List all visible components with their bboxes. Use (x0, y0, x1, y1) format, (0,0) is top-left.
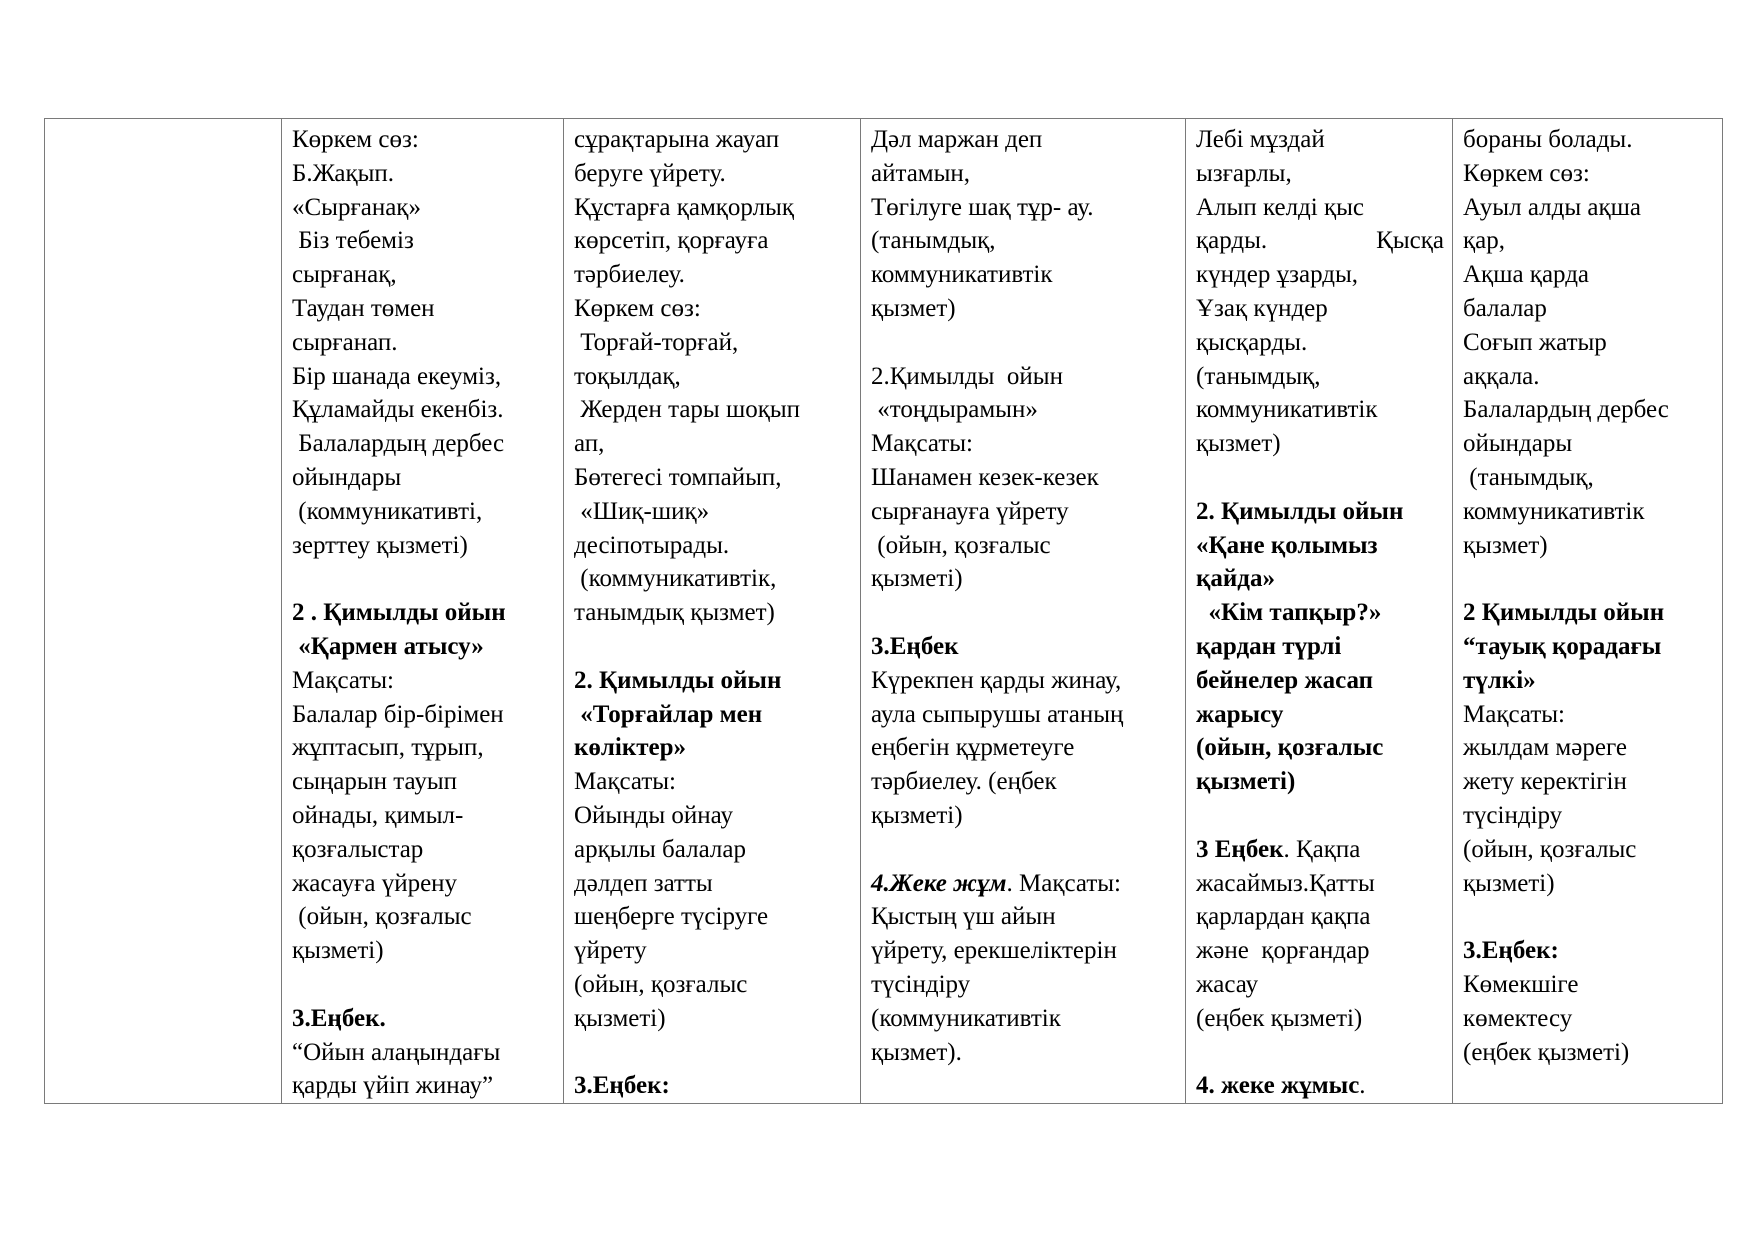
line-text: Ұзақ күндер (1196, 294, 1328, 322)
text-line (871, 968, 1177, 1002)
text-line (574, 529, 852, 563)
text-line (292, 799, 555, 833)
text-line (292, 596, 555, 630)
text-line (1463, 799, 1714, 833)
line-text: түлкі» (1463, 666, 1536, 694)
table-cell-empty (45, 119, 282, 1104)
line-text: Жерден тары шоқып (574, 396, 801, 424)
line-text: Мақсаты: (871, 430, 973, 458)
text-line (1196, 562, 1444, 596)
text-line (1196, 224, 1444, 258)
text-line (574, 1002, 852, 1036)
text-line (1463, 765, 1714, 799)
line-text: (коммуникативті, (292, 497, 483, 525)
text-line (574, 393, 852, 427)
line-text-rest: . Қақпа (1283, 835, 1361, 863)
text-line (292, 157, 555, 191)
line-text: Балалардың дербес (1463, 396, 1669, 424)
line-text: Төгілуге шақ тұр- ау. (871, 193, 1094, 221)
text-line (292, 1036, 555, 1070)
line-text: танымдық қызмет) (574, 599, 775, 627)
text-line (574, 123, 852, 157)
text-line (292, 630, 555, 664)
text-line (1463, 292, 1714, 326)
line-text: жылдам мәреге (1463, 734, 1627, 762)
line-text: Балалардың дербес (292, 430, 505, 458)
text-line (292, 900, 555, 934)
text-line (1196, 968, 1444, 1002)
activity-plan-table (44, 118, 1723, 1104)
line-text: Бір шанада екеуміз, (292, 362, 502, 390)
line-text: ызғарлы, (1196, 159, 1292, 187)
line-text: жасау (1196, 970, 1259, 998)
line-text: Ауыл алды ақша (1463, 193, 1641, 221)
text-line (871, 1036, 1177, 1070)
text-line (292, 698, 555, 732)
text-line (1463, 562, 1714, 596)
line-text: Шанамен кезек-кезек (871, 463, 1099, 491)
text-line (871, 731, 1177, 765)
text-line (292, 427, 555, 461)
line-text: десіпотырады. (574, 531, 730, 559)
text-line (574, 698, 852, 732)
line-text: Көркем сөз: (292, 126, 419, 153)
text-line (1196, 1036, 1444, 1070)
line-text: Лебі мұздай (1196, 126, 1325, 153)
line-text: 4.Жеке жұм (871, 869, 1007, 897)
text-line (871, 393, 1177, 427)
line-text: жасауға үйрену (292, 869, 458, 897)
text-line (1463, 731, 1714, 765)
text-line (292, 393, 555, 427)
text-line (1196, 799, 1444, 833)
text-line (574, 224, 852, 258)
text-line (871, 900, 1177, 934)
line-text: қызметі) (1196, 768, 1296, 796)
line-text: Қыстың үш айын (871, 903, 1056, 931)
line-text: түсіндіру (1463, 801, 1563, 829)
line-text: 3.Еңбек (871, 632, 959, 660)
text-line (1196, 900, 1444, 934)
line-text: көмектесу (1463, 1004, 1573, 1032)
line-text: коммуникативтік (871, 261, 1053, 289)
line-text: Құстарға қамқорлық (574, 193, 794, 221)
text-line (871, 529, 1177, 563)
line-text: және қорғандар (1196, 937, 1370, 965)
line-text: (еңбек қызметі) (1196, 1004, 1363, 1032)
line-text: 2.Қимылды ойын (871, 362, 1063, 390)
text-line (871, 596, 1177, 630)
text-line (1196, 596, 1444, 630)
line-text: қарлардан қақпа (1196, 903, 1371, 931)
text-line (574, 1036, 852, 1070)
line-text: (ойын, қозғалыс (292, 903, 472, 931)
line-text: Біз тебеміз (292, 227, 414, 255)
line-text: 3 Еңбек (1196, 835, 1284, 863)
line-text: (ойын, қозғалыс (871, 531, 1051, 559)
text-line (1196, 698, 1444, 732)
line-text: қызмет) (871, 294, 956, 322)
text-line (292, 495, 555, 529)
text-line (871, 360, 1177, 394)
line-text: «Кім тапқыр?» (1196, 599, 1382, 627)
line-text: Алып келді қыс (1196, 193, 1365, 221)
line-text: Торғай-торғай, (574, 328, 739, 356)
line-text: жасаймыз.Қатты (1196, 869, 1375, 897)
text-line (871, 292, 1177, 326)
line-text: сырғанауға үйрету (871, 497, 1069, 525)
line-text: (танымдық, (1196, 362, 1321, 390)
text-line (871, 833, 1177, 867)
line-text: «Қармен атысу» (292, 632, 484, 660)
text-line (1463, 1036, 1714, 1070)
line-text: қызметі) (292, 937, 384, 965)
line-text: сыңарын тауып (292, 768, 458, 796)
text-line (574, 664, 852, 698)
text-line (1196, 529, 1444, 563)
text-line (1463, 664, 1714, 698)
line-text: Мақсаты: (574, 768, 676, 796)
line-text: үйрету (574, 937, 647, 965)
text-line (871, 934, 1177, 968)
line-text: жарысу (1196, 700, 1284, 728)
text-line (1196, 1002, 1444, 1036)
line-text: 2 Қимылды ойын (1463, 599, 1665, 627)
line-text: жұптасып, тұрып, (292, 734, 484, 762)
line-text: арқылы балалар (574, 835, 746, 863)
text-line (574, 427, 852, 461)
line-text: «Сырғанақ» (292, 193, 421, 221)
text-line (871, 427, 1177, 461)
text-line (1196, 934, 1444, 968)
line-text: ойындары (292, 463, 402, 491)
text-line (1463, 968, 1714, 1002)
line-text: (ойын, қозғалыс (1463, 835, 1637, 863)
text-line (871, 664, 1177, 698)
line-text: қозғалыстар (292, 835, 424, 863)
text-line (574, 934, 852, 968)
line-text: (ойын, қозғалыс (1196, 734, 1384, 762)
line-text: коммуникативтік (1196, 396, 1378, 424)
line-text: беруге үйрету. (574, 159, 726, 187)
text-line (292, 867, 555, 901)
text-line (292, 562, 555, 596)
text-line (574, 157, 852, 191)
text-line (1463, 698, 1714, 732)
text-line (1196, 326, 1444, 360)
line-text: Мақсаты: (1463, 700, 1565, 728)
table-cell-col3 (564, 119, 861, 1104)
line-text: қызмет) (1196, 430, 1281, 458)
line-text: 2. Қимылды ойын (574, 666, 782, 694)
text-line (292, 765, 555, 799)
text-line (292, 258, 555, 292)
text-line (292, 934, 555, 968)
line-text: ойнады, қимыл- (292, 801, 464, 829)
text-line (292, 123, 555, 157)
line-text: қайда» (1196, 565, 1275, 593)
line-text: Мақсаты: (292, 666, 394, 694)
line-text: қардан түрлі (1196, 632, 1342, 660)
text-line (1196, 393, 1444, 427)
text-line (292, 968, 555, 1002)
line-text: Ойынды ойнау (574, 801, 733, 829)
text-line (292, 664, 555, 698)
line-text: сұрақтарына жауап (574, 126, 780, 153)
text-line (1196, 731, 1444, 765)
line-text: Дәл маржан деп (871, 126, 1043, 153)
line-text: қар, (1463, 227, 1505, 255)
line-text: Бөтегесі томпайып, (574, 463, 782, 491)
line-text: «Торғайлар мен (574, 700, 763, 728)
line-text: көрсетіп, қорғауға (574, 227, 769, 255)
line-text: (коммуникативтік (871, 1004, 1061, 1032)
line-text: (коммуникативтік, (574, 565, 777, 593)
text-line (871, 867, 1177, 901)
line-text: қызметі) (574, 1004, 666, 1032)
table-cell-col5 (1186, 119, 1453, 1104)
line-text: “Ойын алаңындағы (292, 1038, 501, 1066)
line-text: “тауық қорадағы (1463, 632, 1662, 660)
text-line (1463, 833, 1714, 867)
line-text: еңбегін құрметеуге (871, 734, 1075, 762)
line-text: ап, (574, 430, 605, 458)
line-text: тоқылдақ, (574, 362, 681, 390)
text-line (292, 326, 555, 360)
text-line (574, 360, 852, 394)
text-line (1196, 427, 1444, 461)
text-line (292, 833, 555, 867)
line-text: бейнелер жасап (1196, 666, 1374, 694)
text-line (1463, 258, 1714, 292)
text-line (871, 123, 1177, 157)
line-text: қысқарды. (1196, 328, 1308, 356)
line-text: Көмекшіге (1463, 970, 1579, 998)
line-text: жету керектігін (1463, 768, 1627, 796)
line-text: 2 . Қимылды ойын (292, 599, 506, 627)
text-line (574, 968, 852, 1002)
line-text: зерттеу қызметі) (292, 531, 468, 559)
text-line (1196, 664, 1444, 698)
line-text: «Қане қолымыз (1196, 531, 1378, 559)
text-line (1196, 765, 1444, 799)
line-text: «тоңдырамын» (871, 396, 1038, 424)
text-line (871, 258, 1177, 292)
text-line (292, 292, 555, 326)
table-cell-col2 (282, 119, 564, 1104)
line-text: қызмет) (1463, 531, 1548, 559)
line-text: Көркем сөз: (574, 294, 701, 322)
line-text: 4. жеке жұмыс (1196, 1072, 1360, 1100)
text-line (1463, 326, 1714, 360)
line-text: Балалар бір-бірімен (292, 700, 504, 728)
text-line (871, 630, 1177, 664)
text-line (292, 191, 555, 225)
line-text: бораны болады. (1463, 126, 1633, 153)
line-text: шеңберге түсіруге (574, 903, 769, 931)
text-line (1196, 292, 1444, 326)
text-line (1463, 427, 1714, 461)
text-line (574, 596, 852, 630)
text-line (574, 833, 852, 867)
text-line (574, 731, 852, 765)
line-text: (еңбек қызметі) (1463, 1038, 1630, 1066)
line-text: сырғанақ, (292, 261, 397, 289)
text-line (871, 698, 1177, 732)
text-line (1196, 258, 1444, 292)
text-line (292, 360, 555, 394)
line-text: 3.Еңбек: (1463, 937, 1559, 965)
text-line (1196, 123, 1444, 157)
line-text: қызметі) (871, 801, 963, 829)
text-line (871, 765, 1177, 799)
line-text: күндер ұзарды, (1196, 261, 1358, 289)
line-text: Ақша қарда (1463, 261, 1590, 289)
text-line (292, 1002, 555, 1036)
text-line (574, 1069, 852, 1103)
line-text: қызметі) (871, 565, 963, 593)
line-text: коммуникативтік (1463, 497, 1645, 525)
text-line (1196, 495, 1444, 529)
line-text: (танымдық, (1463, 463, 1594, 491)
text-line (1196, 191, 1444, 225)
text-line (1463, 630, 1714, 664)
line-text: Көркем сөз: (1463, 159, 1590, 187)
text-line (292, 224, 555, 258)
line-text: сырғанап. (292, 328, 398, 356)
line-text: аққала. (1463, 362, 1540, 390)
text-line (574, 867, 852, 901)
text-line (871, 461, 1177, 495)
text-line (574, 562, 852, 596)
line-text: Күрекпен қарды жинау, (871, 666, 1122, 694)
text-line (871, 326, 1177, 360)
text-line (1463, 123, 1714, 157)
line-text: аула сыпырушы атаның (871, 700, 1124, 728)
line-text: 3.Еңбек: (574, 1072, 670, 1100)
text-line (1463, 360, 1714, 394)
text-line (871, 495, 1177, 529)
text-line (1196, 1069, 1444, 1103)
text-line (574, 799, 852, 833)
line-text: Б.Жақып. (292, 159, 395, 187)
line-text: тәрбиелеу. (574, 261, 685, 289)
text-line (871, 157, 1177, 191)
line-text: Соғып жатыр (1463, 328, 1607, 356)
line-text: қарды. Қысқа (1196, 227, 1444, 255)
line-text: ойындары (1463, 430, 1573, 458)
text-line (574, 258, 852, 292)
line-text: қызметі) (1463, 869, 1555, 897)
text-line (574, 326, 852, 360)
text-line (574, 292, 852, 326)
line-text: (танымдық, (871, 227, 996, 255)
text-line (574, 495, 852, 529)
line-text: айтамын, (871, 159, 971, 187)
text-line (1463, 867, 1714, 901)
text-line (1463, 191, 1714, 225)
text-line (1463, 157, 1714, 191)
text-line (574, 191, 852, 225)
line-text: қызмет). (871, 1038, 962, 1066)
line-text: дәлдеп затты (574, 869, 713, 897)
line-text: түсіндіру (871, 970, 971, 998)
line-text: балалар (1463, 294, 1547, 322)
line-text: (ойын, қозғалыс (574, 970, 748, 998)
line-text: тәрбиелеу. (еңбек (871, 768, 1057, 796)
text-line (1463, 495, 1714, 529)
text-line (574, 461, 852, 495)
table-row (45, 119, 1723, 1104)
text-line (292, 731, 555, 765)
text-line (1196, 630, 1444, 664)
text-line (574, 765, 852, 799)
text-line (1463, 934, 1714, 968)
text-line (871, 1002, 1177, 1036)
text-line (871, 562, 1177, 596)
line-text: Таудан төмен (292, 294, 435, 322)
text-line (1463, 1002, 1714, 1036)
text-line (1196, 461, 1444, 495)
table-cell-col6 (1453, 119, 1723, 1104)
line-text: қарды үйіп жинау” (292, 1072, 494, 1100)
line-text: 2. Қимылды ойын (1196, 497, 1404, 525)
text-line (871, 191, 1177, 225)
text-line (1196, 157, 1444, 191)
text-line (871, 224, 1177, 258)
line-text-rest: . (1359, 1072, 1366, 1100)
text-line (1196, 360, 1444, 394)
line-text: 3.Еңбек. (292, 1004, 386, 1032)
text-line (1463, 461, 1714, 495)
text-line (1463, 529, 1714, 563)
text-line (292, 461, 555, 495)
line-text: үйрету, ерекшеліктерін (871, 937, 1117, 965)
text-line (1463, 900, 1714, 934)
text-line (574, 630, 852, 664)
text-line (1196, 833, 1444, 867)
line-text: Құламайды екенбіз. (292, 396, 504, 424)
text-line (1463, 393, 1714, 427)
text-line (292, 1069, 555, 1103)
table-cell-col4 (861, 119, 1186, 1104)
text-line (1463, 224, 1714, 258)
text-line (1196, 867, 1444, 901)
text-line (574, 900, 852, 934)
line-text-rest: . Мақсаты: (1006, 869, 1121, 897)
line-text: «Шиқ-шиқ» (574, 497, 710, 525)
text-line (1463, 596, 1714, 630)
line-text: көліктер» (574, 734, 687, 762)
text-line (292, 529, 555, 563)
text-line (871, 799, 1177, 833)
